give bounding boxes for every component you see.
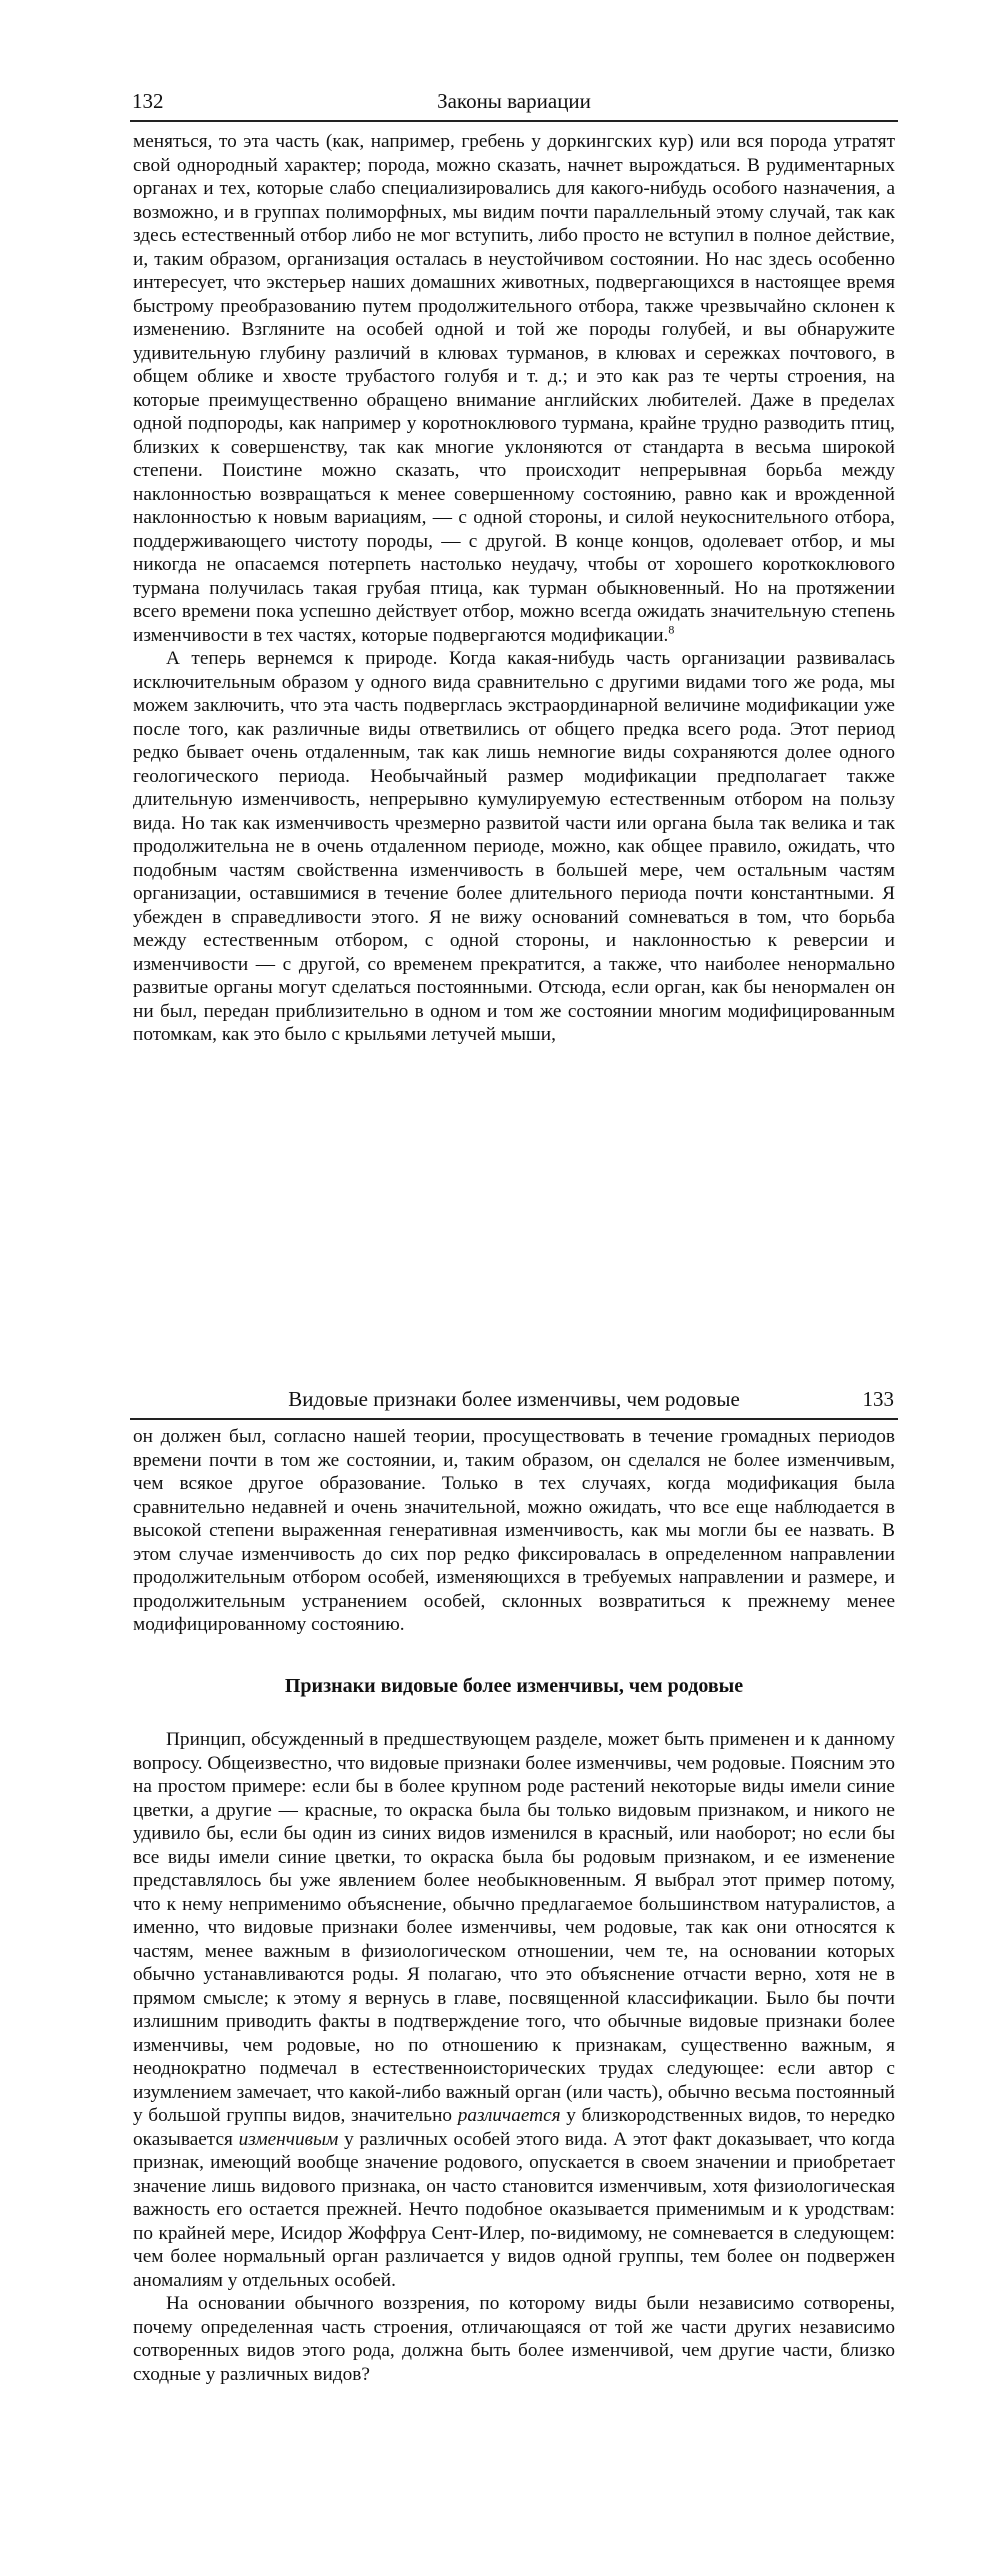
paragraph: он должен был, согласно нашей теории, просуществовать в течение громадных периодов времени почти в том же состоянии, и, таким образом, он сделался не более изменчивым, чем всякое другое образование. Только в тех случаях, когда модификация была сравнительно недавней и очень значительной, можно ожидать, что все еще наблюдается в высокой степени выраженная генеративная изменчивость, как мы могли бы ее назвать. В этом случае изменчивость до сих пор редко фиксировалась в определенном направлении продолжительным отбором особей, изменяющихся в требуемых направлении и размере, и продолжительным устранением особей, склонных возвратиться к прежнему менее модифицированному состоянию. bbox=[133, 1426, 895, 1635]
page-body bbox=[133, 130, 895, 1047]
page-header bbox=[130, 1382, 898, 1420]
paragraph-text: Принцип, обсужденный в предшествующем разделе, может быть применен и к данному вопросу. Общеизвестно, что видовые признаки более изменчивы, чем родовые. Поясним это на простом примере: если бы в более крупном роде растений некоторые виды имели синие цветки, а другие — красные, то окраска была бы только видовым признаком, и никого не удивило бы, если бы один из синих видов изменился в красный, или наоборот; но если бы все виды имели синие цветки, то окраска была бы родовым признаком, и ее изменение представлялось бы уже явлением более необыкновенным. Я выбрал этот пример потому, что к нему неприменимо объяснение, обычно предлагаемое большинством натуралистов, а именно, что видовые признаки более изменчивы, чем родовые, так как они относятся к частям, менее важным в физиологическом отношении, чем те, на основании которых обычно устанавливаются роды. Я полагаю, что это объяснение отчасти верно, хотя не в прямом смысле; к этому я вернусь в главе, посвященной классификации. Было бы почти излишним приводить факты в подтверждение того, что обычные видовые признаки более изменчивы, чем родовые, но по отношению к признакам, существенно важным, я неоднократно подмечал в естественноисторических трудах следующее: если автор с изумлением замечает, что какой-либо важный орган (или часть), обычно весьма постоянный у большой группы видов, значительно bbox=[133, 1729, 895, 2126]
running-head: Видовые признаки более изменчивы, чем родовые bbox=[288, 1387, 740, 1411]
section-title: Признаки видовые более изменчивы, чем родовые bbox=[284, 1674, 744, 1697]
paragraph: А теперь вернемся к природе. Когда какая-нибудь часть организации развивалась исключительным образом у одного вида сравнительно с другими видами того же рода, мы можем заключить, что эта часть подверглась экстраординарной величине модификации уже после того, как различные виды ответвились от общего предка всего рода. Этот период редко бывает очень отдаленным, так как лишь немногие виды сохраняются долее одного геологического периода. Необычайный размер модификации предполагает также длительную изменчивость, непрерывно кумулируемую естественным отбором на пользу вида. Но так как изменчивость чрезмерно развитой части или органа была так велика и так продолжительна не в очень отдаленном периоде, можно, как общее правило, ожидать, что подобным частям свойственна изменчивость в большей мере, чем остальным частям организации, оставшимися в течение более длительного периода почти константными. Я убежден в справедливости этого. Я не вижу оснований сомневаться в том, что борьба между естественным отбором, с одной стороны, и наклонностью к реверсии и изменчивости — с другой, со временем прекратится, а также, что наиболее ненормально развитые органы могут сделаться постоянными. Отсюда, если орган, как бы ненормален он ни был, передан приблизительно в одном и том же состоянии многим модифицированным потомкам, как это было с крыльями летучей мыши, bbox=[133, 648, 895, 1045]
running-head: Законы вариации bbox=[437, 89, 591, 113]
page-132 bbox=[0, 0, 1002, 1243]
paragraph-text: у близкородственных видов, то нередко оказывается bbox=[133, 2105, 895, 2150]
page-header bbox=[130, 84, 898, 122]
page-133 bbox=[0, 1278, 1002, 2554]
page-gap bbox=[0, 1243, 1002, 1278]
italic-text: различается bbox=[457, 2105, 561, 2126]
paragraph-text: меняться, то эта часть (как, например, гребень у доркингских кур) или вся порода утратят свой однородный характер; порода, можно сказать, начнет вырождаться. В рудиментарных органах и тех, которые слабо специализировались для какого-нибудь особого назначения, а возможно, и в группах полиморфных, мы видим почти параллельный этому случай, так как здесь естественный отбор либо не мог вступить, либо просто не вступил в полное действие, и, таким образом, организация осталась в неустойчивом состоянии. Но нас здесь особенно интересует, что экстерьер наших домашних животных, подвергающихся в настоящее время быстрому преобразованию путем продолжительного отбора, также чрезвычайно склонен к изменению. Взгляните на особей одной и той же породы голубей, и вы обнаружите удивительную глубину различий в клювах турманов, в клювах и сережках почтового, в общем облике и хвосте трубастого голубя и т. д.; и это как раз те черты строения, на которые преимущественно обращено внимание английских любителей. Даже в пределах одной подпороды, как например у коротноклювого турмана, крайне трудно разводить птиц, близких к совершенству, так как многие уклоняются от стандарта в весьма широкой степени. Поистине можно сказать, что происходит непрерывная борьба между наклонностью возвращаться к менее совершенному состоянию, равно как и врожденной наклонностью к новым вариациям, — с одной стороны, и силой неукоснительного отбора, поддерживающего чистоту породы, — с другой. В конце концов, одолевает отбор, и мы никогда не опасаемся потерпеть настолько неудачу, чтобы от хорошего короткоклювого турмана получилась такая грубая птица, как турман обыкновенный. Но на протяжении всего времени пока успешно действует отбор, можно всегда ожидать значительную степень изменчивости в тех частях, которые подвергаются модификации. bbox=[133, 131, 895, 646]
paragraph bbox=[133, 130, 895, 647]
footnote-marker: 8 bbox=[668, 622, 675, 637]
page-number: 133 bbox=[862, 1387, 894, 1411]
page-body bbox=[133, 1425, 895, 2386]
paragraph-text: у различных особей этого вида. А этот факт доказывает, что когда признак, имеющий вообще значение родового, опускается в своем значении и приобретает значение лишь видового признака, он часто становится изменчивым, хотя физиологическая важность его остается прежней. Нечто подобное оказывается применимым и к уродствам: по крайней мере, Исидор Жоффруа Сент-Илер, по-видимому, не сомневается в следующем: чем более нормальный орган различается у видов одной группы, тем более он подвержен аномалиям у отдельных особей. bbox=[133, 2128, 895, 2291]
paragraph: На основании обычного воззрения, по которому виды были независимо сотворены, почему определенная часть строения, отличающаяся от той же части других независимо сотворенных видов этого рода, должна быть более изменчивой, чем другие части, близко сходные у различных видов? bbox=[133, 2293, 895, 2385]
paragraph bbox=[133, 1728, 895, 2292]
italic-text: изменчивым bbox=[238, 2128, 339, 2150]
page-number: 132 bbox=[132, 89, 164, 113]
